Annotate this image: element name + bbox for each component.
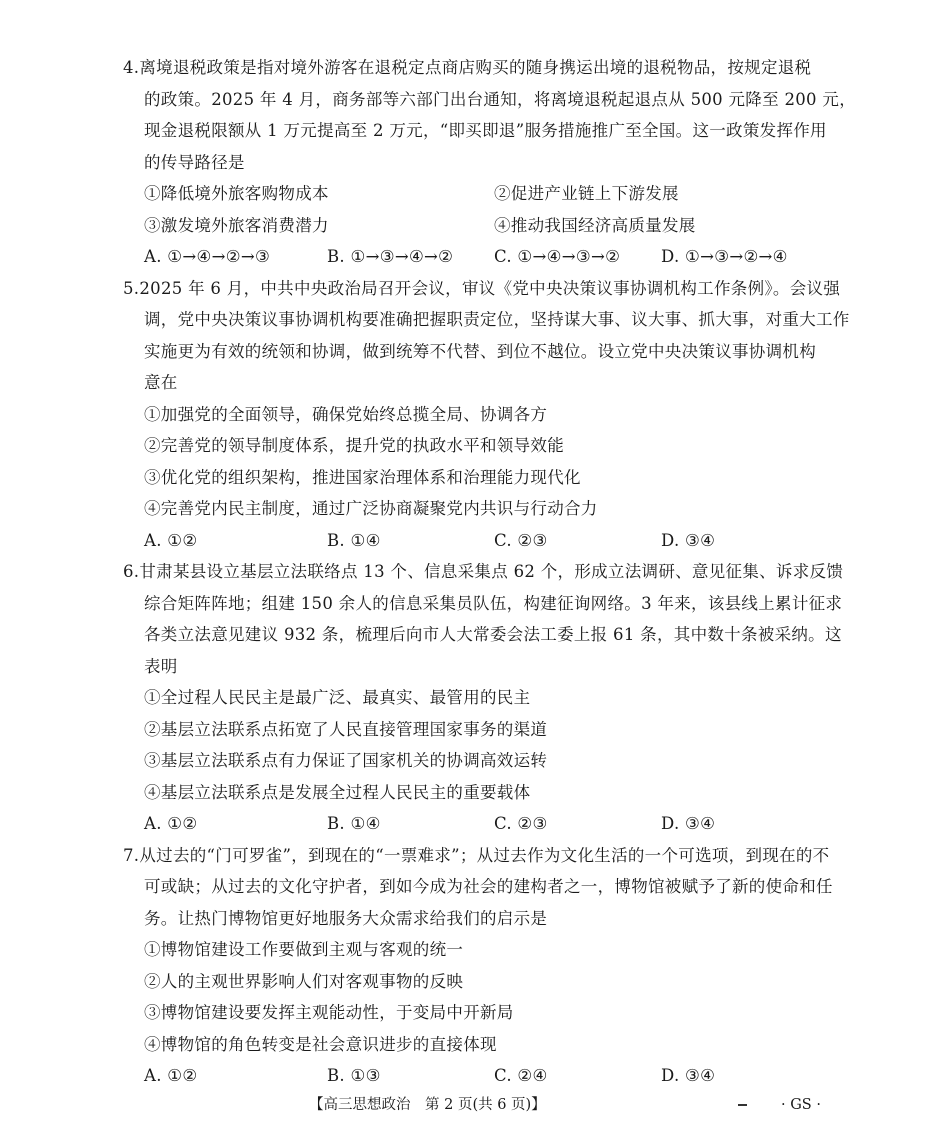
statement-item: ①全过程人民民主是最广泛、最真实、最管用的民主 — [144, 688, 531, 707]
choice-d[interactable]: D. ③④ — [661, 814, 716, 833]
question-stem-line: 表明 — [144, 657, 178, 676]
statement-item: ①博物馆建设工作要做到主观与客观的统一 — [144, 940, 464, 959]
statement-item: ①加强党的全面领导，确保党始终总揽全局、协调各方 — [144, 405, 548, 424]
choice-b[interactable]: B. ①→③→④→② — [327, 247, 454, 266]
statement-item: ②人的主观世界影响人们对客观事物的反映 — [144, 972, 464, 991]
choice-a[interactable]: A. ①② — [144, 531, 198, 550]
choice-c[interactable]: C. ①→④→③→② — [494, 247, 621, 266]
statement-item: ③激发境外旅客消费潜力 — [144, 216, 329, 235]
choice-c[interactable]: C. ②④ — [494, 1066, 548, 1085]
choice-d[interactable]: D. ①→③→②→④ — [661, 247, 788, 266]
choice-d[interactable]: D. ③④ — [661, 531, 716, 550]
page-footer-label: 【高三思想政治 第 2 页(共 6 页)】 — [309, 1097, 546, 1113]
question-stem-line: 可或缺；从过去的文化守护者，到如今成为社会的建构者之一，博物馆被赋予了新的使命和任 — [144, 877, 833, 896]
statement-item: ②完善党的领导制度体系，提升党的执政水平和领导效能 — [144, 436, 564, 455]
choice-d[interactable]: D. ③④ — [661, 1066, 716, 1085]
footer-dash — [738, 1104, 747, 1106]
question-stem-line: 5.2025 年 6 月，中共中央政治局召开会议，审议《党中央决策议事协调机构工作条例》。会议强 — [123, 279, 841, 298]
question-stem-line: 4.离境退税政策是指对境外游客在退税定点商店购买的随身携运出境的退税物品，按规定退税 — [123, 58, 812, 77]
question-stem-line: 意在 — [144, 373, 178, 392]
footer-code: · GS · — [781, 1097, 821, 1113]
question-stem-line: 的传导路径是 — [144, 153, 245, 172]
question-stem-line: 综合矩阵阵地；组建 150 余人的信息采集员队伍，构建征询网络。3 年来，该县线上累计征求 — [144, 594, 843, 613]
question-stem-line: 的政策。2025 年 4 月，商务部等六部门出台通知，将离境退税起退点从 500 元降至 200 元， — [144, 90, 856, 109]
question-stem-line: 现金退税限额从 1 万元提高至 2 万元，“即买即退”服务措施推广至全国。这一政策发挥作用 — [144, 121, 827, 140]
choice-a[interactable]: A. ①② — [144, 1066, 198, 1085]
statement-item: ①降低境外旅客购物成本 — [144, 184, 329, 203]
choice-a[interactable]: A. ①→④→②→③ — [144, 247, 271, 266]
question-stem-line: 7.从过去的“门可罗雀”，到现在的“一票难求”；从过去作为文化生活的一个可选项，到现在的不 — [123, 846, 830, 865]
choice-b[interactable]: B. ①④ — [327, 814, 381, 833]
choice-b[interactable]: B. ①③ — [327, 1066, 381, 1085]
statement-item: ②基层立法联系点拓宽了人民直接管理国家事务的渠道 — [144, 720, 548, 739]
statement-item: ③基层立法联系点有力保证了国家机关的协调高效运转 — [144, 751, 548, 770]
statement-item: ④推动我国经济高质量发展 — [494, 216, 696, 235]
question-stem-line: 各类立法意见建议 932 条，梳理后向市人大常委会法工委上报 61 条，其中数十条被采纳。这 — [144, 625, 842, 644]
choice-c[interactable]: C. ②③ — [494, 531, 548, 550]
statement-item: ④完善党内民主制度，通过广泛协商凝聚党内共识与行动合力 — [144, 499, 598, 518]
question-stem-line: 务。让热门博物馆更好地服务大众需求给我们的启示是 — [144, 909, 548, 928]
choice-c[interactable]: C. ②③ — [494, 814, 548, 833]
statement-item: ②促进产业链上下游发展 — [494, 184, 679, 203]
choice-a[interactable]: A. ①② — [144, 814, 198, 833]
question-stem-line: 6.甘肃某县设立基层立法联络点 13 个、信息采集点 62 个，形成立法调研、意见征集、诉求反馈 — [123, 562, 844, 581]
question-stem-line: 调，党中央决策议事协调机构要准确把握职责定位，坚持谋大事、议大事、抓大事，对重大工作 — [144, 310, 850, 329]
statement-item: ④博物馆的角色转变是社会意识进步的直接体现 — [144, 1035, 497, 1054]
statement-item: ④基层立法联系点是发展全过程人民民主的重要载体 — [144, 783, 531, 802]
choice-b[interactable]: B. ①④ — [327, 531, 381, 550]
statement-item: ③优化党的组织架构，推进国家治理体系和治理能力现代化 — [144, 468, 581, 487]
question-stem-line: 实施更为有效的统领和协调，做到统筹不代替、到位不越位。设立党中央决策议事协调机构 — [144, 342, 816, 361]
statement-item: ③博物馆建设要发挥主观能动性，于变局中开新局 — [144, 1003, 514, 1022]
